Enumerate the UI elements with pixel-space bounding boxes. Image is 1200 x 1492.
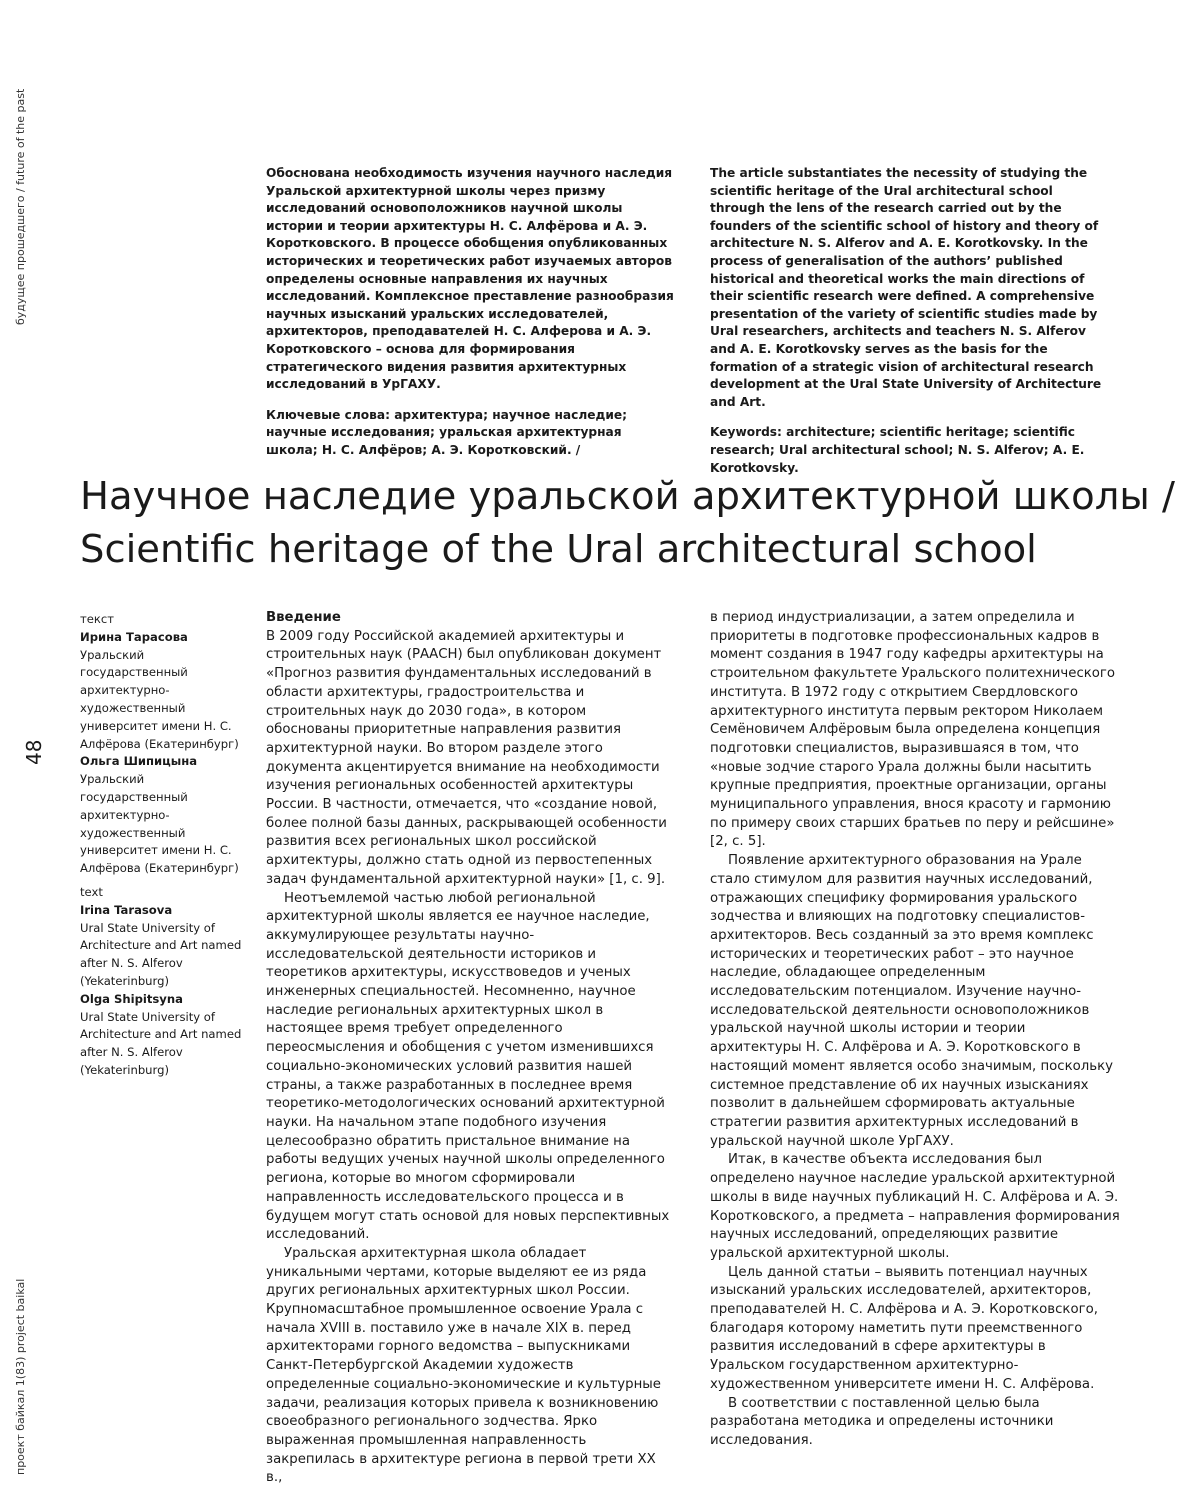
keywords-ru: Ключевые слова: архитектура; научное наследие; научные исследования; уральская архитектурная школа; Н. С. Алфёров; А. Э. Коротковский. / [266,407,628,457]
abstract-en [710,165,1110,490]
author-affiliation: Ural State University of Architecture and Art named after N. S. Alferov (Yekaterinburg) [80,920,242,988]
title-ru: Научное наследие уральской архитектурной школы / [80,474,1175,519]
author-affiliation: Ural State University of Architecture and Art named after N. S. Alferov (Yekaterinburg) [80,1009,242,1077]
abstract-en-text: The article substantiates the necessity of studying the scientific heritage of the Ural architectural school through the lens of the research carried out by the founders of the scientific school of history and theory of architecture N. S. Alferov and A. E. Korotkovsky. In the process of generalisation of the authors’ published historical and theoretical works the main directions of their scientific research were defined. A comprehensive presentation of the variety of scientific studies made by Ural researchers, architects and teachers N. S. Alferov and A. E. Korotkovsky serves as the basis for the formation of a strategic vision of architectural research development at the Ural State University of Architecture and Art. [710,166,1102,409]
paragraph: В 2009 году Российской академией архитектуры и строительных наук (РААСН) был опубликован документ «Прогноз развития фундаментальных исследований в области архитектуры, градостроительства и строительных наук до 2030 года», в котором обоснованы приоритетные направления развития архитектурной науки. Во втором разделе этого документа акцентируется внимание на необходимости изучения региональных особенностей архитектуры России. В частности, отмечается, что «создание новой, более полной базы данных, раскрывающей особенности развития всех региональных школ российской архитектуры, должно стать одной из первостепенных задач фундаментальной архитектурной науки» [1, с. 9]. [266,628,667,887]
authors-label-ru: текст [80,612,115,626]
page-number: 48 [22,739,46,765]
author-name: Olga Shipitsyna [80,991,183,1006]
paragraph: в период индустриализации, а затем определила и приоритеты в подготовке профессиональных кадров в момент создания в 1947 году кафедры архитектуры на строительном факультете Уральского политехнического института. В 1972 году с открытием Свердловского архитектурного института первым ректором Николаем Семёновичем Алфёровым была определена концепция подготовки специалистов, выразившаяся в том, что «новые зодчие старого Урала должны были насытить крупные предприятия, проектные организации, органы муниципального управления, внося красоту и гармонию по примеру своих старших братьев по перу и рейсшине» [2, с. 5]. [710,610,1116,850]
article-title [80,470,1180,576]
paragraph: Цель данной статьи – выявить потенциал научных изысканий уральских исследователей, архитекторов, преподавателей Н. С. Алфёрова и А. Э. Коротковского, благодаря которому наметить пути преемственного развития исследований в сфере архитектуры в Уральском государственном архитектурно-художественном университете имени Н. С. Алфёрова. [710,1264,1098,1392]
author-name: Ирина Тарасова [80,629,188,644]
abstract-ru-text: Обоснована необходимость изучения научного наследия Уральской архитектурной школы через призму исследований основоположников научной школы истории и теории архитектуры Н. С. Алфёрова и А. Э. Коротковского. В процессе обобщения опубликованных исторических и теоретических работ изучаемых авторов определены основные направления их научных исследований. Комплексное преставление разнообразия научных изысканий уральских исследователей, архитекторов, преподавателей Н. С. Алферова и А. Э. Коротковского – основа для формирования стратегического видения развития архитектурных исследований в УрГАХУ. [266,166,674,392]
paragraph: Неотъемлемой частью любой региональной архитектурной школы является ее научное наследие, аккумулирующее результаты научно-исследовательской деятельности историков и теоретиков архитектуры, искусствоведов и ученых инженерных специальностей. Несомненно, научное наследие региональных архитектурных школ в настоящее время требует определенного переосмысления и обобщения с учетом изменившихся социально-экономических условий развития нашей страны, а также разработанных в последнее время теоретико-методологических оснований архитектурной науки. На начальном этапе подобного изучения целесообразно обратить пристальное внимание на работы ведущих ученых научной школы определенного региона, которые во многом сформировали направленность исследовательского процесса и в будущем могут стать основой для новых перспективных исследований. [266,890,670,1243]
author-affiliation: Уральский государственный архитектурно-художественный университет имени Н. С. Алфёрова (Екатеринбург) [80,772,239,876]
author-affiliation: Уральский государственный архитектурно-художественный университет имени Н. С. Алфёрова (Екатеринбург) [80,647,239,751]
keywords-en: Keywords: architecture; scientific heritage; scientific research; Ural architectural school; N. S. Alferov; A. E. Korotkovsky. [710,425,1085,475]
author-name: Irina Tarasova [80,902,173,917]
title-en: Scientific heritage of the Ural architectural school [80,527,1037,572]
author-name: Ольга Шипицына [80,754,198,769]
paragraph: Появление архитектурного образования на Урале стало стимулом для развития научных исследований, отражающих специфику формирования уральского зодчества и влияющих на подготовку специалистов-архитекторов. Весь созданный за это время комплекс исторических и теоретических работ – это научное наследие, обладающее определенным исследовательским потенциалом. Изучение научно-исследовательской деятельности основоположников уральской научной школы истории и теории архитектуры Н. С. Алфёрова и А. Э. Коротковского в настоящий момент является особо значимым, поскольку системное представление об их научных изысканиях позволит в дальнейшем сформировать актуальные стратегии развития архитектурных исследований в уральской научной школе УрГАХУ. [710,853,1114,1149]
section-heading: Введение [266,610,341,625]
authors-block [80,611,250,1080]
section-label: будущее прошедшего / future of the past [14,88,27,325]
authors-label-en: text [80,884,103,899]
journal-label: проект байкал 1(83) project baikal [14,1278,27,1475]
paragraph: В соответствии с поставленной целью была разработана методика и определены источники исследования. [710,1395,1054,1448]
paragraph: Итак, в качестве объекта исследования был определено научное наследие уральской архитектурной школы в виде научных публикаций Н. С. Алфёрова и А. Э. Коротковского, а предмета – направления формирования научных исследований, определяющих развитие уральской архитектурной школы. [710,1152,1120,1261]
body-column-2 [710,609,1120,1451]
abstract-ru [266,165,676,473]
paragraph: Уральская архитектурная школа обладает уникальными чертами, которые выделяют ее из ряда других региональных архитектурных школ России. Крупномасштабное промышленное освоение Урала с начала XVIII в. поставило уже в начале XIX в. перед архитекторами горного ведомства – выпускниками Санкт-Петербургской Академии художеств определенные социально-экономические и культурные задачи, реализация которых привела к возникновению своеобразного регионального зодчества. Ярко выраженная промышленная направленность закрепилась в архитектуре региона в первой трети XX в., [266,1245,661,1486]
body-column-1 [266,609,671,1488]
